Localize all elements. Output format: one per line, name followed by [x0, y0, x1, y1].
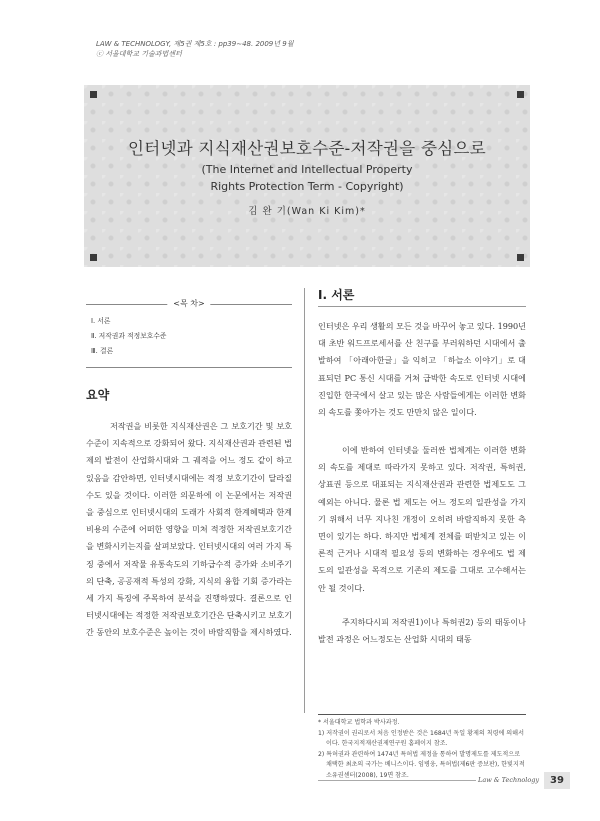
toc-item: Ⅰ. 서론: [91, 317, 111, 325]
toc-header: [86, 298, 292, 310]
page-number: 39: [544, 772, 570, 789]
footnote-author: * 서울대학교 법학과 박사과정.: [318, 719, 400, 726]
footer-journal-name: Law & Technology: [478, 776, 540, 784]
toc-list: [86, 314, 292, 359]
english-title-line2: Rights Protection Term - Copyright): [210, 180, 404, 193]
journal-citation: LAW & TECHNOLOGY, 제5권 제5호 : pp39∼48. 2009년 9월: [96, 40, 294, 48]
page-footer: [478, 772, 564, 789]
summary-text: 저작권을 비롯한 지식재산권은 그 보호기간 및 보호수준이 지속적으로 강화되어 왔다. 지식재산권과 관련된 법제의 발전이 산업화시대와 그 궤적을 어느 정도 같이 하고 있음을 감안하면, 인터넷시대에는 적정 보호기간이 달라질 수도 있을 것이다. 이러한 의문하에 이 논문에서는 저작권을 중심으로 인터넷시대의 도래가 사회적 한계혜택과 한계비용의 수준에 어떠한 영향을 미쳐 적정한 저작권보호기간을 변화시키는지를 살펴보았다. 인터넷시대의 여러 가지 특징 중에서 저작물 유통속도의 기하급수적 증가와 소비주기의 단축, 공공재적 특성의 강화, 지식의 융합 기회 증가라는 세 가지 특징에 주목하여 분석을 진행하였다. 결론으로 인터넷시대에는 적정한 저작권보호기간은 단축시키고 보호기간 동안의 보호수준은 높이는 것이 바람직함을 제시하였다.: [86, 421, 292, 638]
footnote-rule: [318, 714, 526, 715]
footer-rule: [318, 780, 476, 781]
title-inner: [100, 101, 514, 251]
title-box: [84, 85, 530, 267]
corner-square-icon: [90, 91, 97, 98]
summary-heading: 요약: [86, 388, 110, 402]
toc-item: Ⅱ. 저작권과 적정보호수준: [91, 332, 167, 340]
author-name: 김 완 기(Wan Ki Kim)*: [248, 206, 366, 217]
toc-item: Ⅲ. 결론: [91, 347, 114, 355]
body-paragraph: 이에 반하여 인터넷을 둘러싼 법체계는 이러한 변화의 속도를 제대로 따라가지 못하고 있다. 저작권, 특허권, 상표권 등으로 대표되는 지식재산권과 관련한 법제도도 그 예외는 아니다. 물론 법 제도는 어느 정도의 일관성을 가지기 위해서 너무 지나친 개정이 오히려 바람직하지 못한 측면이 있기는 하다. 하지만 법체계 전체를 떠받치고 있는 이론적 근거나 시대적 필요성 등의 변화하는 경우에도 법 제도의 일관성을 목적으로 기존의 제도를 그대로 고수해서는 안 될 것이다.: [318, 445, 526, 593]
english-title-line1: (The Internet and Intellectual Property: [201, 163, 413, 176]
toc-bottom-rule: [86, 367, 292, 368]
section-rule: [318, 306, 526, 307]
footnote-1: 1) 저작권이 권리로서 처음 인정받은 것은 1684년 독일 황제의 칙령에 의해서이다. 한국지적재산권제연구원 홈페이지 참조.: [318, 729, 524, 747]
journal-header: [96, 39, 293, 59]
footnote-2: 2) 특허권과 관련하여 1474년 특허법 제정을 통하여 발명제도를 제도적으로 채택한 최초의 국가는 베니스이다. 임병웅, 특허법(제6판 증보판), 한빛지적소유권센터(2008), 19면 참조.: [318, 750, 525, 779]
section-heading-introduction: Ⅰ. 서론: [318, 288, 355, 302]
body-paragraph: 주지하다시피 저작권1)이나 특허권2) 등의 태동이나 발전 과정은 어느정도는 산업화 시대의 태동: [318, 617, 526, 645]
body-paragraph: 인터넷은 우리 생활의 모든 것을 바꾸어 놓고 있다. 1990년대 초반 워드프로세서를 산 친구를 부러워하던 시대에서 출발하여 「아래아한글」을 익히고 「하늘소 이야기」로 대표되던 PC 통신 시대를 거쳐 급박한 속도로 인터넷 시대에 진입한 한국에서 살고 있는 많은 사람들에게는 이러한 변화의 속도를 쫓아가는 것도 만만치 않은 일이다.: [318, 321, 526, 418]
corner-square-icon: [517, 254, 524, 261]
corner-square-icon: [90, 254, 97, 261]
table-of-contents: [86, 298, 292, 368]
corner-square-icon: [517, 91, 524, 98]
publisher-line: ⓒ 서울대학교 기술과법센터: [96, 50, 182, 58]
paper-title-english: [100, 161, 514, 195]
toc-title: <목 차>: [167, 298, 210, 309]
paper-title-korean: 인터넷과 지식재산권보호수준-저작권을 중심으로: [128, 139, 486, 158]
column-divider: [304, 288, 305, 713]
